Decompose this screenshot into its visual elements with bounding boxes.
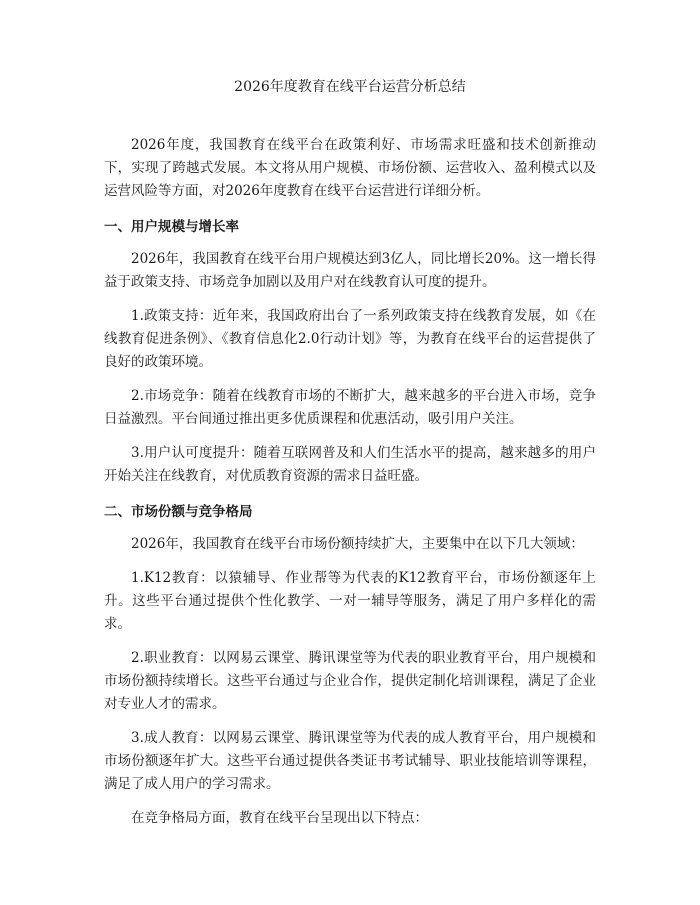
intro-paragraph: 2026年度，我国教育在线平台在政策利好、市场需求旺盛和技术创新推动下，实现了跨越式发展。本文将从用户规模、市场份额、运营收入、盈利模式以及运营风险等方面，对2026年度教育在线平台运营进行详细分析。	[104, 137, 596, 199]
paragraph: 3.用户认可度提升：随着互联网普及和人们生活水平的提高，越来越多的用户开始关注在线教育，对优质教育资源的需求日益旺盛。	[104, 445, 596, 484]
paragraph: 2026年，我国教育在线平台用户规模达到3亿人，同比增长20%。这一增长得益于政策支持、市场竞争加剧以及用户对在线教育认可度的提升。	[104, 251, 596, 290]
document-title: 2026年度教育在线平台运营分析总结	[234, 79, 466, 95]
paragraph: 1.政策支持：近年来，我国政府出台了一系列政策支持在线教育发展，如《在线教育促进条例》、《教育信息化2.0行动计划》等，为教育在线平台的运营提供了良好的政策环境。	[104, 308, 596, 370]
paragraph: 在竞争格局方面，教育在线平台呈现出以下特点：	[131, 810, 428, 826]
paragraph: 2.职业教育：以网易云课堂、腾讯课堂等为代表的职业教育平台，用户规模和市场份额持续增长。这些平台通过与企业合作，提供定制化培训课程，满足了企业对专业人才的需求。	[104, 650, 596, 712]
section-heading-user-scale: 一、用户规模与增长率	[104, 219, 239, 235]
paragraph: 1.K12教育：以猿辅导、作业帮等为代表的K12教育平台，市场份额逐年上升。这些平台通过提供个性化教学、一对一辅导等服务，满足了用户多样化的需求。	[104, 570, 596, 632]
section-heading-market-share: 二、市场份额与竞争格局	[104, 504, 253, 520]
paragraph: 2026年，我国教育在线平台市场份额持续扩大，主要集中在以下几大领域：	[131, 536, 584, 552]
paragraph: 3.成人教育：以网易云课堂、腾讯课堂等为代表的成人教育平台，用户规模和市场份额逐年扩大。这些平台通过提供各类证书考试辅导、职业技能培训等课程，满足了成人用户的学习需求。	[104, 730, 596, 792]
paragraph: 2.市场竞争：随着在线教育市场的不断扩大，越来越多的平台进入市场，竞争日益激烈。平台间通过推出更多优质课程和优惠活动，吸引用户关注。	[104, 388, 596, 427]
